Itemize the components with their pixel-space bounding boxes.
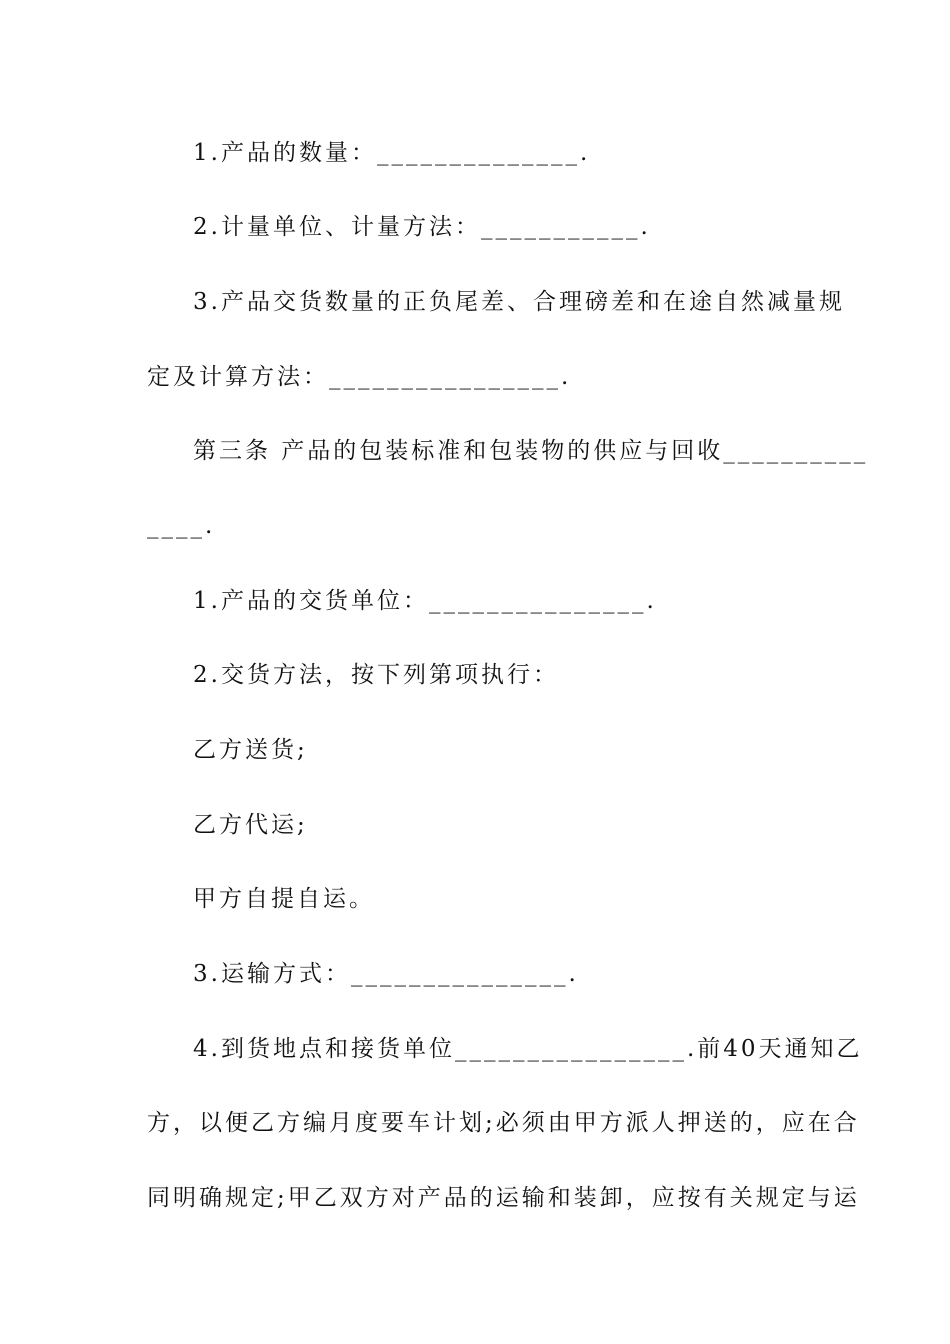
clause-measurement: 2.计量单位、计量方法：___________. xyxy=(193,214,651,240)
option-buyer-pickup: 甲方自提自运。 xyxy=(193,886,375,912)
clause-delivery-unit: 1.产品的交货单位：_______________. xyxy=(193,588,657,614)
clause-destination: 4.到货地点和接货单位________________.前40天通知乙 xyxy=(193,1036,863,1062)
clause-destination-cont-2: 同明确规定;甲乙双方对产品的运输和装卸，应按有关规定与运 xyxy=(147,1185,860,1211)
clause-tolerance-cont: 定及计算方法：________________. xyxy=(147,364,572,390)
clause-quantity: 1.产品的数量：______________. xyxy=(193,140,591,166)
clause-delivery-method: 2.交货方法，按下列第项执行： xyxy=(193,662,559,688)
article-three-cont: ____. xyxy=(147,513,216,539)
clause-tolerance: 3.产品交货数量的正负尾差、合理磅差和在途自然减量规 xyxy=(193,289,845,315)
article-three-heading: 第三条 产品的包装标准和包装物的供应与回收__________ xyxy=(193,438,869,464)
clause-transport: 3.运输方式：_______________. xyxy=(193,961,579,987)
option-seller-ships: 乙方代运; xyxy=(193,812,308,838)
clause-destination-cont-1: 方，以便乙方编月度要车计划;必须由甲方派人押送的，应在合 xyxy=(147,1110,860,1136)
option-seller-delivers: 乙方送货; xyxy=(193,737,308,763)
